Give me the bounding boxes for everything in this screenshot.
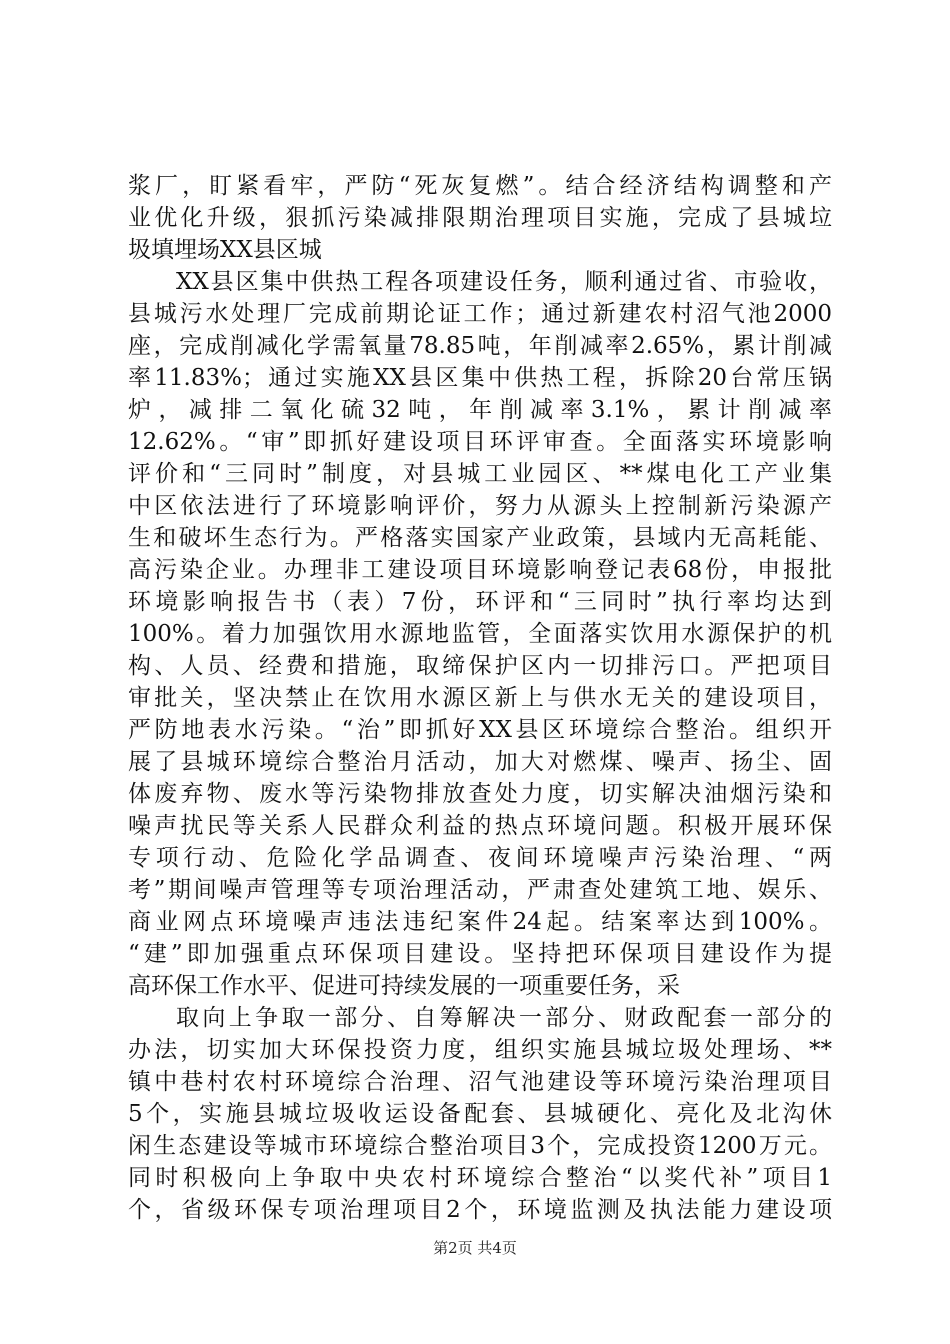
page-number-footer: 第2页 共4页 — [433, 1239, 517, 1257]
text-line: 县城污水处理厂完成前期论证工作；通过新建农村沼气池2000 — [128, 301, 832, 327]
text-line: 100%。着力加强饮用水源地监管，全面落实饮用水源保护的机 — [128, 621, 832, 647]
document-body — [128, 170, 832, 1226]
text-line: 座，完成削减化学需氧量78.85吨，年削减率2.65%，累计削减 — [128, 333, 832, 359]
text-line: 镇中巷村农村环境综合治理、沼气池建设等环境污染治理项目 — [128, 1069, 832, 1095]
text-line: 办法，切实加大环保投资力度，组织实施县城垃圾处理场、** — [128, 1037, 832, 1063]
paragraph-start-line: 取向上争取一部分、自筹解决一部分、财政配套一部分的 — [176, 1005, 832, 1031]
text-line: 圾填埋场XX县区城 — [128, 237, 322, 263]
paragraph-start-line: XX县区集中供热工程各项建设任务，顺利通过省、市验收， — [176, 269, 832, 295]
text-line: 5个，实施县城垃圾收运设备配套、县城硬化、亮化及北沟休 — [128, 1101, 832, 1127]
text-line: 高污染企业。办理非工建设项目环境影响登记表68份，申报批 — [128, 557, 832, 583]
text-line: 浆厂，盯紧看牢，严防“死灰复燃”。结合经济结构调整和产 — [128, 173, 832, 199]
text-line: 个，省级环保专项治理项目2个，环境监测及执法能力建设项 — [128, 1197, 832, 1223]
text-line: 展了县城环境综合整治月活动，加大对燃煤、噪声、扬尘、固 — [128, 749, 832, 775]
text-line: 构、人员、经费和措施，取缔保护区内一切排污口。严把项目 — [128, 653, 832, 679]
text-line: 业优化升级，狠抓污染减排限期治理项目实施，完成了县城垃 — [128, 205, 832, 231]
text-line: 闲生态建设等城市环境综合整治项目3个，完成投资1200万元。 — [128, 1133, 832, 1159]
text-line: 审批关，坚决禁止在饮用水源区新上与供水无关的建设项目， — [128, 685, 832, 711]
text-line: 噪声扰民等关系人民群众利益的热点环境问题。积极开展环保 — [128, 813, 832, 839]
text-line: 高环保工作水平、促进可持续发展的一项重要任务，采 — [128, 973, 680, 999]
text-line: 率11.83%；通过实施XX县区集中供热工程，拆除20台常压锅 — [128, 365, 832, 391]
text-line: 12.62%。“审”即抓好建设项目环评审查。全面落实环境影响 — [128, 429, 832, 455]
text-line: 生和破坏生态行为。严格落实国家产业政策，县域内无高耗能、 — [128, 525, 832, 551]
text-line: 体废弃物、废水等污染物排放查处力度，切实解决油烟污染和 — [128, 781, 832, 807]
text-line: 严防地表水污染。“治”即抓好XX县区环境综合整治。组织开 — [128, 717, 832, 743]
text-line: 专项行动、危险化学品调查、夜间环境噪声污染治理、“两 — [128, 845, 832, 871]
text-line: 同时积极向上争取中央农村环境综合整治“以奖代补”项目1 — [128, 1165, 832, 1191]
text-line: 环境影响报告书（表）7份，环评和“三同时”执行率均达到 — [128, 589, 832, 615]
text-line: 考”期间噪声管理等专项治理活动，严肃查处建筑工地、娱乐、 — [128, 877, 832, 903]
text-line: “建”即加强重点环保项目建设。坚持把环保项目建设作为提 — [128, 941, 832, 967]
text-line: 商业网点环境噪声违法违纪案件24起。结案率达到100%。 — [128, 909, 832, 935]
text-line: 评价和“三同时”制度，对县城工业园区、**煤电化工产业集 — [128, 461, 832, 487]
text-line: 炉，减排二氧化硫32吨，年削减率3.1%，累计削减率 — [128, 397, 832, 423]
text-line: 中区依法进行了环境影响评价，努力从源头上控制新污染源产 — [128, 493, 832, 519]
